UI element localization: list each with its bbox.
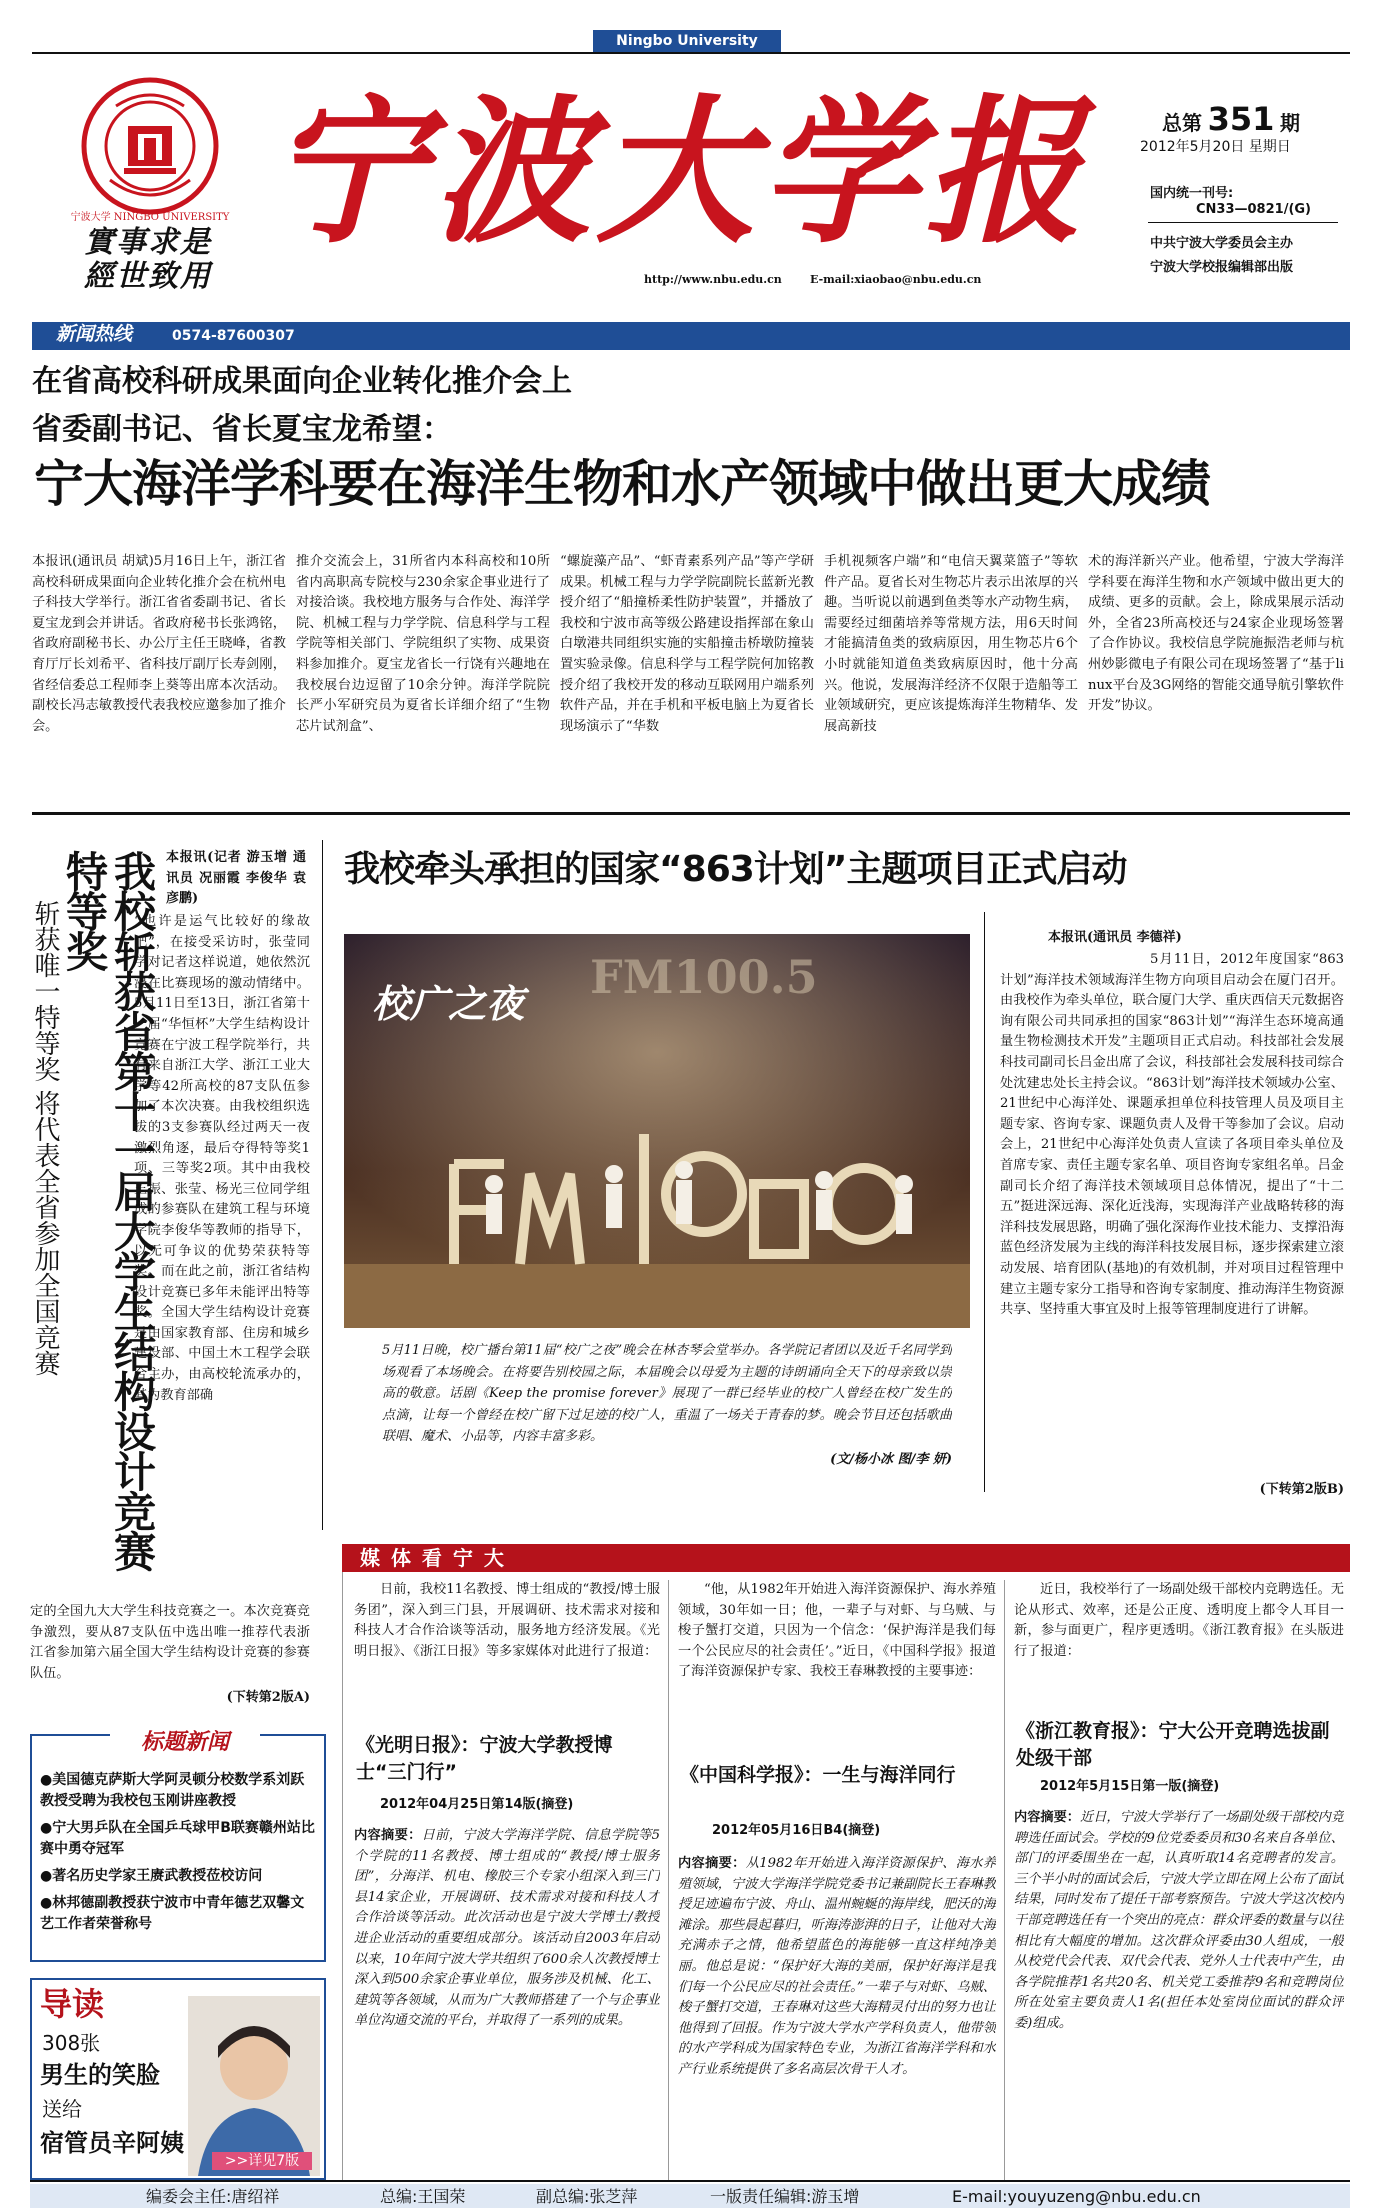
lead-kicker1: 在省高校科研成果面向企业转化推介会上: [32, 364, 572, 399]
award-body-end: 定的全国九大大学生科技竞赛之一。本次竞赛竞争激烈，要从87支队伍中选出唯一推荐代表浙江省参加第六届全国大学生结构设计竞赛的参赛队伍。: [30, 1604, 310, 1681]
project863-body: 5月11日，2012年度国家“863计划”海洋技术领域海洋生物方向项目启动会在厦门召开。由我校作为牵头单位，联合厦门大学、重庆西信天元数据咨询有限公司共同承担的国家“863计划”“海洋生态环境高通量生物检测技术开发”主题项目正式启动。科技部社会发展科技司副司长吕金出席了会议，科技部社会发展科技司综合处沈建忠处长主持会议。“863计划”海洋技术领域办公室、21世纪中心海洋处、课题承担单位科技管理人员及项目主题专家、咨询专家、课题负责人及骨干等参加了会议。启动会上，21世纪中心海洋处负责人宣读了各项目牵头单位及首席专家、责任主题专家名单、项目咨询专家组名单。吕金副司长介绍了海洋技术领域项目总体情况，提出了“十二五”挺进深远海、深化近浅海，实现海洋产业战略转移的海洋科技发展思路，明确了强化深海作业技术能力、支撑沿海蓝色经济发展为主线的海洋科技发展目标，逐步探索建立滚动发展、培育团队(基地)的有效机制，并对项目过程管理中建立主题专家分工指导和咨询专家制度、推动海洋生物资源共享、坚持重大事宜及时上报等管理制度进行了讲解。: [1000, 952, 1344, 1318]
index-item-4[interactable]: ●林邦德副教授获宁波市中青年德艺双馨文艺工作者荣誉称号: [40, 1895, 305, 1932]
masthead-email: E-mail:xiaobao@nbu.edu.cn: [810, 273, 982, 286]
award-vertical-subtitle: 斩获唯一特等奖 将代表全省参加全国竞赛: [30, 900, 60, 1377]
lead-column-4: 手机视频客户端”和“电信天翼菜篮子”等软件产品。夏省长对生物芯片表示出浓厚的兴趣。当听说以前遇到鱼类等水产动物生病，需要经过细菌培养等常规方法，用6天时间才能搞清鱼类的致病原因，用生物芯片6个小时就能知道鱼类致病原因时，他十分高兴。他说，发展海洋经济不仅限于造船等工业领域研究，更应该提炼海洋生物精华、发展高新技: [824, 554, 1078, 734]
media-col3-body-text: 近日，宁波大学举行了一场副处级干部校内竞聘选任面试会。学校的9位党委委员和30名来自各单位、部门的评委围坐在一起，认真听取14名竞聘者的发言。三个半小时的面试会后，宁波大学立即在网上公布了面试结果，同时发布了提任干部考察预告。宁波大学这次校内干部竞聘选任有一个突出的亮点：群众评委的数量与以往相比有大幅度的增加。这次群众评委由30人组成，一般从校党代会代表、双代会代表、党外人士代表中产生，由各学院推荐1名共20名、机关党工委推荐9名和竞聘岗位所在处室主要负责人1名(担任本处室岗位面试的群众评委)组成。: [1014, 1810, 1344, 2031]
project863-continued: (下转第2版B): [1259, 1482, 1344, 1497]
issue-divider: [1148, 222, 1338, 223]
footer-page-editor: 一版责任编辑:游玉增: [710, 2187, 860, 2206]
award-byline: 本报讯(记者 游玉增 通讯员 况丽霞 李俊华 袁彦鹏): [166, 850, 306, 907]
media-col-divider-1: [668, 1580, 669, 2180]
issue-number: 351: [1207, 100, 1275, 138]
university-seal-logo: [80, 76, 220, 216]
guide-line4: 宿管员辛阿姨: [40, 2129, 184, 2157]
cn-number: CN33—0821/(G): [1196, 202, 1311, 217]
photo-stage-text: FM100.5: [590, 950, 818, 1004]
media-col1-date: 2012年04月25日第14版(摘登): [380, 1797, 574, 1812]
footer-editor-chief: 编委会主任:唐绍祥: [146, 2187, 280, 2206]
guide-line3: 送给: [42, 2097, 82, 2121]
media-col2-intro: “他，从1982年开始进入海洋资源保护、海水养殖领域，30年如一日；他，一辈子与对虾、与乌贼、与梭子蟹打交道，只因为一个信念：‘保护海洋是我们每一个公民应尽的社会责任’。”近日，《中国科学报》报道了海洋资源保护专家、我校王春琳教授的主要事迹：: [678, 1582, 996, 1680]
index-item-1[interactable]: ●美国德克萨斯大学阿灵顿分校数学系刘跃教授受聘为我校包玉刚讲座教授: [40, 1772, 305, 1809]
top-label: Ningbo University: [616, 33, 758, 49]
lead-headline: 宁大海洋学科要在海洋生物和水产领域中做出更大成绩: [34, 455, 1210, 513]
hotline-number: 0574-87600307: [172, 328, 295, 344]
motto-line2: 經世致用: [84, 259, 212, 294]
media-section-left-rule: [342, 1572, 343, 2182]
guide-line2: 男生的笑脸: [40, 2061, 160, 2089]
award-body: “也许是运气比较好的缘故吧”，在接受采访时，张莹同学对记者这样说道，她依然沉浸在比赛现场的激动情绪中。5月11日至13日，浙江省第十一届“华恒杯”大学生结构设计竞赛在宁波工程学院举行，共有来自浙江大学、浙江工业大学等42所高校的87支队伍参加了本次决赛。由我校组织选拔的3支参赛队经过两天一夜激烈角逐，最后夺得特等奖1项、三等奖2项。其中由我校王振、张莹、杨光三位同学组成的参赛队在建筑工程与环境学院李俊华等教师的指导下，以无可争议的优势荣获特等奖。而在此之前，浙江省结构设计竞赛已多年未能评出特等奖。全国大学生结构设计竞赛是由国家教育部、住房和城乡建设部、中国土木工程学会联合主办，由高校轮流承办的，其为教育部确: [134, 914, 310, 1403]
media-col1-intro: 日前，我校11名教授、博士组成的“教授/博士服务团”，深入到三门县，开展调研、技术需求对接和科技人才合作洽谈等活动，服务地方经济发展。《光明日报》、《浙江日报》等多家媒体对此进行了报道：: [354, 1582, 660, 1659]
lead-column-5: 术的海洋新兴产业。他希望，宁波大学海洋学科要在海洋生物和水产领域中做出更大的成绩、更多的贡献。会上，除成果展示活动外，全省23所高校还与24家企业现场签署了合作协议。我校信息学院施振浩老师与杭州妙影微电子有限公司在现场签署了“基于linux平台及3G网络的智能交通导航引擎软件开发”协议。: [1088, 554, 1344, 714]
lead-column-3: “螺旋藻产品”、“虾青素系列产品”等产学研成果。机械工程与力学学院副院长蓝新光教授介绍了“船撞桥柔性防护装置”，并播放了我校和宁波市高等级公路建设指挥部在象山白墩港共同组织实施的实船撞击桥墩防撞装置实验录像。信息科学与工程学院何加铭教授介绍了我校开发的移动互联网用户端系列软件产品，并在手机和平板电脑上为夏省长现场演示了“华数: [560, 554, 814, 734]
lead-kicker2: 省委副书记、省长夏宝龙希望：: [32, 412, 452, 447]
sponsor-line2: 宁波大学校报编辑部出版: [1150, 260, 1294, 275]
index-title: 标题新闻: [110, 1728, 260, 1756]
guide-line1: 308张: [42, 2031, 101, 2055]
footer-email[interactable]: E-mail:youyuzeng@nbu.edu.cn: [952, 2187, 1201, 2206]
top-rule: [32, 52, 1350, 54]
newspaper-title: 宁波大学报: [268, 80, 1088, 265]
lead-column-1: 本报讯(通讯员 胡斌)5月16日上午，浙江省高校科研成果面向企业转化推介会在杭州电子科技大学举行。浙江省省委副书记、省长夏宝龙到会并讲话。省政府秘书长张鸿铭，省政府副秘书长、办公厅主任王晓峰，省教育厅厅长刘希平、省科技厅副厅长寿剑刚，省经信委总工程师李上葵等出席本次活动。副校长冯志敏教授代表我校应邀参加了推介会。: [32, 554, 286, 734]
guide-title: 导读: [40, 1985, 105, 2023]
media-col2-body: [678, 1854, 996, 2178]
sponsor-line1: 中共宁波大学委员会主办: [1150, 236, 1294, 251]
photo-caption: 5月11日晚，校广播台第11届“校广之夜”晚会在林杏琴会堂举办。各学院记者团以及近千名同学到场观看了本场晚会。在将要告别校园之际，本届晚会以母爱为主题的诗朗诵向全天下的母亲致以崇高的敬意。话剧《Keep the promise forever》展现了一群已经毕业的校广人曾经在校广发生的点滴，让每一个曾经在校广留下过足迹的校广人，重温了一场关于青春的梦。晚会节目还包括歌曲联唱、魔术、小品等，内容丰富多彩。: [382, 1343, 952, 1445]
media-col2-date: 2012年05月16日B4(摘登): [712, 1823, 881, 1838]
media-col3-date: 2012年5月15日第一版(摘登): [1040, 1779, 1220, 1794]
photo-overlay-title: 校广之夜: [372, 982, 525, 1026]
issue-suffix: 期: [1279, 111, 1300, 135]
project863-headline: 我校牵头承担的国家“863计划”主题项目正式启动: [344, 849, 1127, 890]
media-section-title: 媒 体 看 宁 大: [360, 1546, 506, 1570]
project-col-divider: [984, 912, 985, 1492]
guide-link[interactable]: >>详见7版: [212, 2152, 312, 2170]
media-col3-intro: 近日，我校举行了一场副处级干部校内竞聘选任。无论从形式、效率，还是公正度、透明度上都令人耳目一新，参与面更广，程序更透明。《浙江教育报》在头版进行了报道：: [1014, 1582, 1344, 1659]
award-continued: (下转第2版A): [226, 1690, 310, 1705]
lead-column-2: 推介交流会上，31所省内本科高校和10所省内高职高专院校与230余家企事业进行了对接洽谈。我校地方服务与合作处、海洋学院、机械工程与力学学院、信息科学与工程学院等相关部门、学院组织了实物、成果资料参加推介。夏宝龙省长一行饶有兴趣地在我校展台边逗留了10余分钟。海洋学院院长严小军研究员为夏省长详细介绍了“生物芯片试剂盒”、: [296, 554, 550, 734]
issue-block: [1162, 100, 1352, 136]
hotline-label: 新闻热线: [56, 323, 133, 345]
issue-label: 总第: [1162, 111, 1202, 135]
media-col3-body-label: 内容摘要：: [1014, 1810, 1081, 1825]
media-col3-title: 《浙江教育报》：宁大公开竞聘选拔副处级干部: [1016, 1720, 1330, 1769]
media-col1-title: 《光明日报》：宁波大学教授博士“三门行”: [356, 1734, 613, 1783]
award-vertical-title: 我校斩获省第十一届大学生结构设计竞赛特等奖: [60, 850, 157, 1570]
index-list: [40, 1770, 318, 1935]
media-col2-body-text: 从1982年开始进入海洋资源保护、海水养殖领域，宁波大学海洋学院党委书记兼副院长王春琳教授足迹遍布宁波、舟山、温州蜿蜒的海岸线，肥沃的海滩涂。那些晨起暮归，听海涛澎湃的日子，让他对大海充满赤子之情，他希望蓝色的海能够一直这样纯净美丽。他总是说：“保护好大海的美丽，保护好海洋是我们每一个公民应尽的社会责任。”一辈子与对虾、乌贼、梭子蟹打交道，王春琳对这些大海精灵付出的努力也让他得到了回报。作为宁波大学水产学科负责人，他带领的水产学科成为国家特色专业，为浙江省海洋学科和水产行业系统提供了多名高层次骨干人才。: [678, 1856, 996, 2077]
media-col1-body-label: 内容摘要：: [354, 1828, 422, 1843]
index-item-3[interactable]: ●著名历史学家王赓武教授莅校访问: [40, 1868, 263, 1884]
lead-bottom-rule: [32, 812, 1350, 815]
media-col1-body-text: 日前，宁波大学海洋学院、信息学院等5个学院的11名教授、博士组成的“教授/博士服务团”，分海洋、机电、橡胶三个专家小组深入到三门县14家企业，开展调研、技术需求对接和科技人才合作洽谈等活动。此次活动也是宁波大学博士/教授进企业活动的重要组成部分。该活动自2003年启动以来，10年间宁波大学共组织了600余人次教授博士深入到500余家企事业单位，服务涉及机械、化工、建筑等各领域，从而为广大教师搭建了一个与企事业单位沟通交流的平台，并取得了一系列的成果。: [354, 1828, 660, 2029]
cn-label: 国内统一刊号:: [1150, 186, 1234, 201]
left-col-divider: [322, 840, 323, 1530]
index-item-2[interactable]: ●宁大男乒队在全国乒乓球甲B联赛赣州站比赛中勇夺冠军: [40, 1820, 315, 1857]
project863-byline: 本报讯(通讯员 李德祥): [1048, 930, 1182, 945]
media-col1-body: [354, 1826, 660, 2178]
media-col2-title: 《中国科学报》：一生与海洋同行: [680, 1764, 956, 1786]
seal-text: 宁波大学 NINGBO UNIVERSITY: [70, 212, 230, 223]
issue-date: 2012年5月20日 星期日: [1140, 139, 1291, 155]
motto-line1: 實事求是: [84, 225, 212, 260]
footer-deputy-editor: 副总编:张芝萍: [536, 2187, 638, 2206]
media-col3-body: [1014, 1808, 1344, 2178]
photo-credit: (文/杨小冰 图/李 妍): [830, 1452, 952, 1467]
media-col-divider-2: [1004, 1580, 1005, 2180]
footer-chief-editor: 总编:王国荣: [380, 2187, 466, 2206]
media-col2-body-label: 内容摘要：: [678, 1856, 746, 1871]
footer-top-rule: [30, 2180, 1350, 2182]
masthead-url: http://www.nbu.edu.cn: [644, 273, 782, 286]
